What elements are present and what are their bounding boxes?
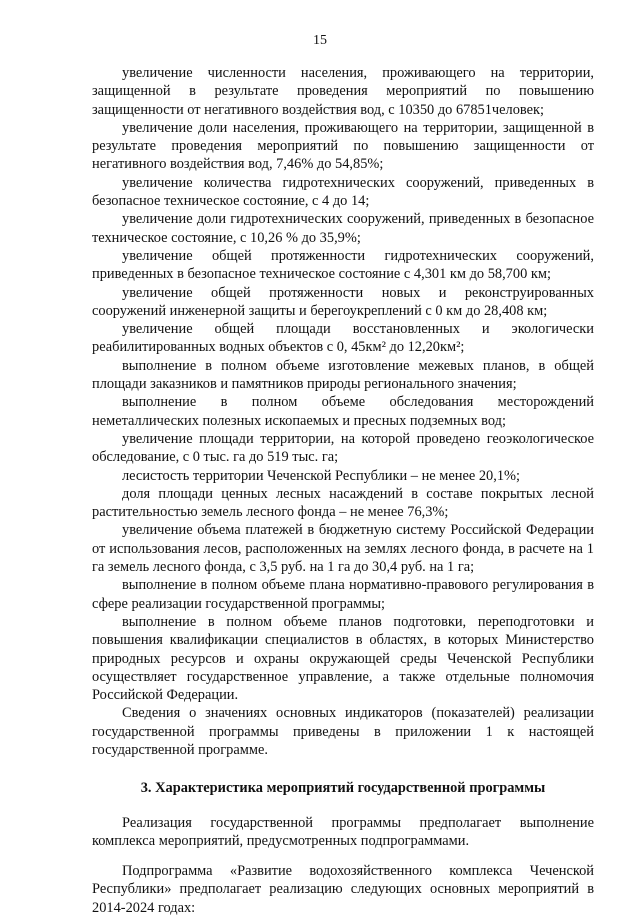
document-body [92,64,594,917]
indicator-paragraph: увеличение численности населения, проживающего на территории, защищенной в результате проведения мероприятий по повышению защищенности от негативного воздействия вод, с 10350 до 67851человек; [92,65,594,118]
section-paragraph: Подпрограмма «Развитие водохозяйственного комплекса Чеченской Республики» предполагает реализацию следующих основных мероприятий в 2014-2024 годах: [92,863,594,916]
indicator-paragraph: выполнение в полном объеме планов подготовки, переподготовки и повышения квалификации специалистов в областях, в которых Министерство природных ресурсов и охраны окружающей среды Чеченской Республики осуществляет государственное управление, а также отдельные полномочия Российской Федерации. [92,613,594,704]
indicator-paragraph: лесистость территории Чеченской Республики – не менее 20,1%; [122,467,521,484]
indicator-paragraph: увеличение площади территории, на которой проведено геоэкологическое обследование, с 0 тыс. га до 519 тыс. га; [92,430,594,466]
indicator-paragraph: увеличение объема платежей в бюджетную систему Российской Федерации от использования лесов, расположенных на землях лесного фонда, в расчете на 1 га земель лесного фонда, с 3,5 руб. на 1 га до 30,4 руб. на 1 га; [92,522,594,576]
appendix-reference-paragraph: Сведения о значениях основных индикаторов (показателей) реализации государственной программы приведены в приложении 1 к настоящей государственной программе. [92,705,594,758]
indicator-paragraph: выполнение в полном объеме обследования месторождений неметаллических полезных ископаемых и пресных подземных вод; [92,394,594,429]
indicator-paragraph: увеличение доли гидротехнических сооружений, приведенных в безопасное техническое состояние, с 10,26 % до 35,9%; [92,211,594,246]
indicator-paragraph: увеличение общей протяженности новых и реконструированных сооружений инженерной защиты и берегоукреплений с 0 км до 28,408 км; [92,284,594,319]
indicator-paragraph: выполнение в полном объеме плана нормативно-правового регулирования в сфере реализации государственной программы; [92,577,594,612]
section-heading: 3. Характеристика мероприятий государственной программы [140,780,546,797]
indicator-paragraph: увеличение общей площади восстановленных и экологически реабилитированных водных объектов с 0, 45км² до 12,20км²; [92,321,594,356]
indicator-paragraph: увеличение доли населения, проживающего на территории, защищенной в результате проведения мероприятий по повышению защищенности от негативного воздействия вод, 7,46% до 54,85%; [92,119,594,173]
indicator-paragraph: увеличение общей протяженности гидротехнических сооружений, приведенных в безопасное техническое состояние с 4,301 км до 58,700 км; [92,247,594,283]
page-number: 15 [313,33,327,48]
indicator-paragraph: выполнение в полном объеме изготовление межевых планов, в общей площади заказников и памятников природы регионального значения; [92,357,594,393]
indicator-paragraph: увеличение количества гидротехнических сооружений, приведенных в безопасное техническое состояние, с 4 до 14; [92,174,594,210]
indicator-paragraph: доля площади ценных лесных насаждений в составе покрытых лесной растительностью земель лесного фонда – не менее 76,3%; [92,485,594,521]
section-paragraph: Реализация государственной программы предполагает выполнение комплекса мероприятий, предусмотренных подпрограммами. [92,814,594,849]
